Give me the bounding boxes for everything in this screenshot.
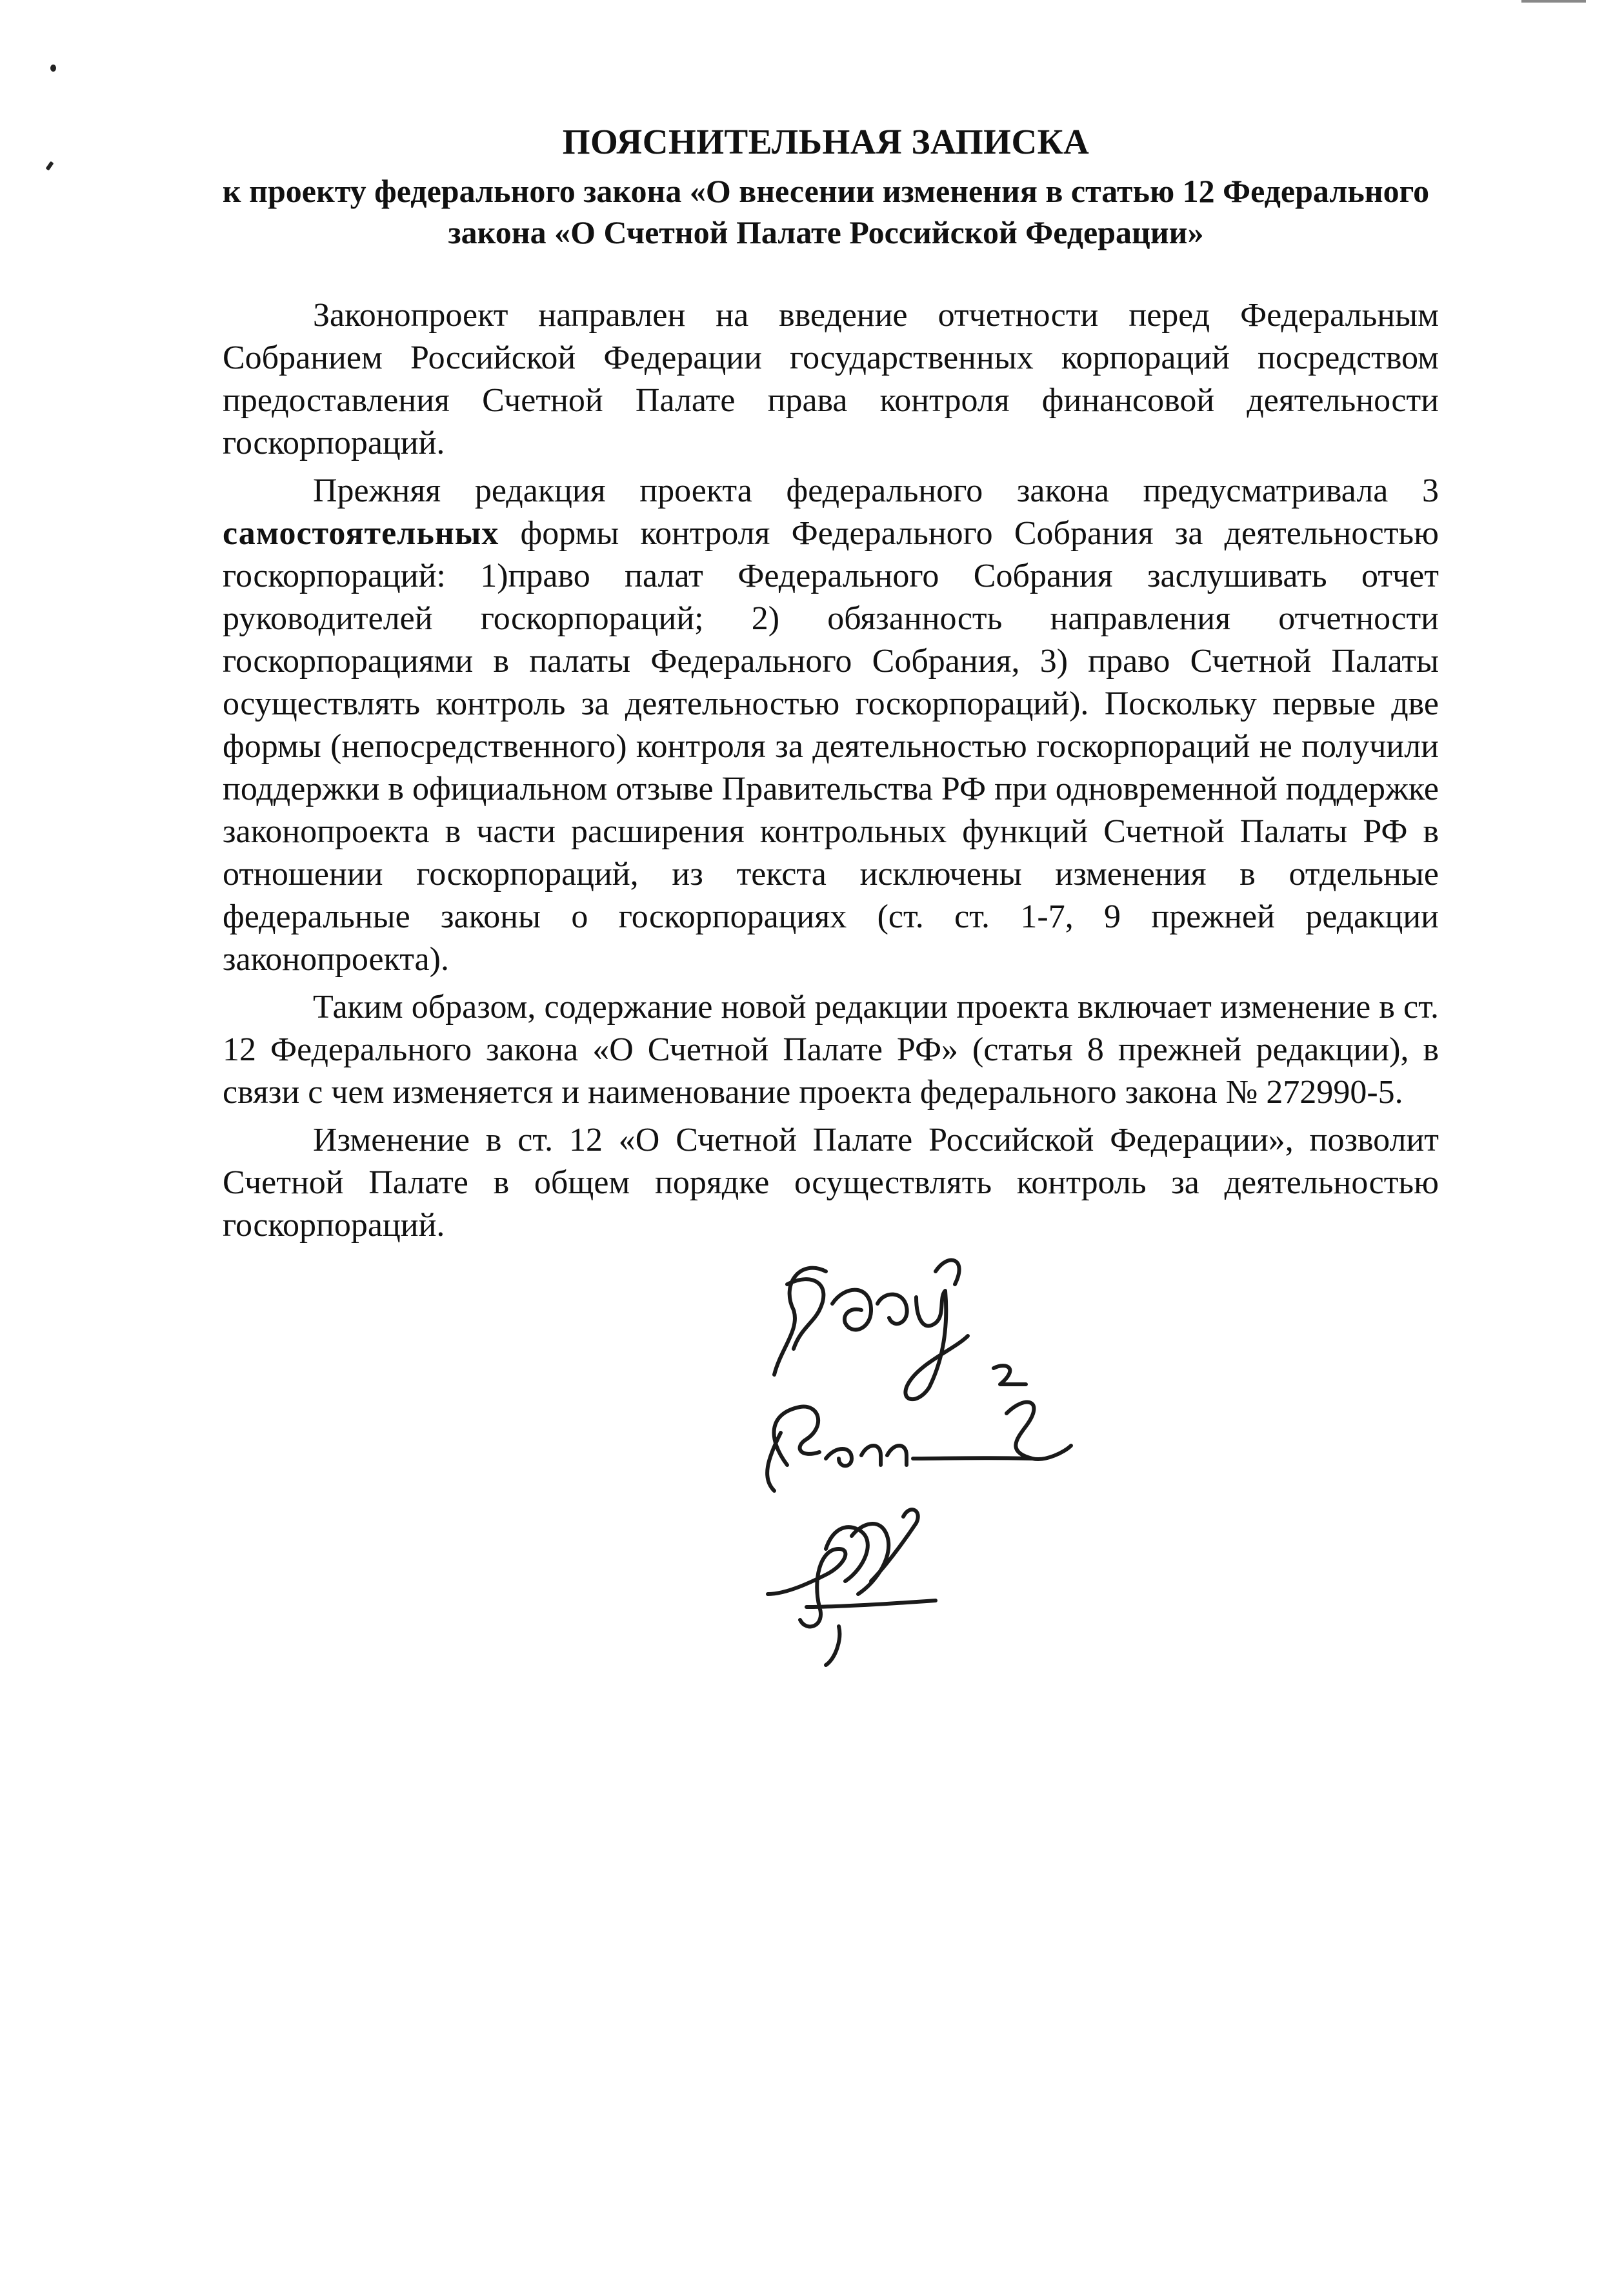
paragraph-1: Законопроект направлен на введение отчетности перед Федеральным Собранием Российской Федерации государственных корпораций посредством предоставления Счетной Палате права контроля финансовой деятельности госкорпораций.: [223, 297, 1439, 461]
document-title: ПОЯСНИТЕЛЬНАЯ ЗАПИСКА: [562, 122, 1090, 161]
signature-3: [768, 1510, 936, 1665]
paragraph-2-rest: формы контроля Федерального Собрания за деятельностью госкорпораций: 1)право палат Федерального Собрания заслушивать отчет руководителей госкорпораций; 2) обязанность направления отчетности госкорпорациями в палаты Федерального Собрания, 3) право Счетной Палаты осуществлять контроль за деятельностью госкорпораций). Поскольку первые две формы (непосредственного) контроля за деятельностью госкорпораций не получили поддержки в официальном отзыве Правительства РФ при одновременной поддержке законопроекта в части расширения контрольных функций Счетной Палаты РФ в отношении госкорпораций, из текста исключены изменения в отдельные федеральные законы о госкорпорациях (ст. ст. 1-7, 9 прежней редакции законопроекта).: [223, 515, 1439, 978]
paragraph-2-emphasis: самостоятельных: [223, 515, 499, 552]
scan-edge-mark: [1521, 0, 1586, 3]
signatures-block: [723, 1246, 1174, 1697]
signature-1: [774, 1260, 1026, 1400]
paragraph-4: Изменение в ст. 12 «О Счетной Палате Российской Федерации», позволит Счетной Палате в общем порядке осуществлять контроль за деятельностью госкорпораций.: [223, 1122, 1439, 1244]
paragraph-3: Таким образом, содержание новой редакции проекта включает изменение в ст. 12 Федерального закона «О Счетной Палате РФ» (статья 8 прежней редакции), в связи с чем изменяется и наименование проекта федерального закона № 272990-5.: [223, 989, 1439, 1111]
paragraph-2: [223, 470, 1439, 981]
signature-2: [767, 1402, 1071, 1491]
scan-speck: [46, 161, 54, 171]
document-subtitle: к проекту федерального закона «О внесении изменения в статью 12 Федерального закона «О Счетной Палате Российской Федерации»: [222, 173, 1430, 250]
scan-speck: [50, 65, 56, 72]
document-body: [223, 294, 1439, 1252]
paragraph-2-lead: Прежняя редакция проекта федерального закона предусматривала 3: [313, 472, 1439, 509]
